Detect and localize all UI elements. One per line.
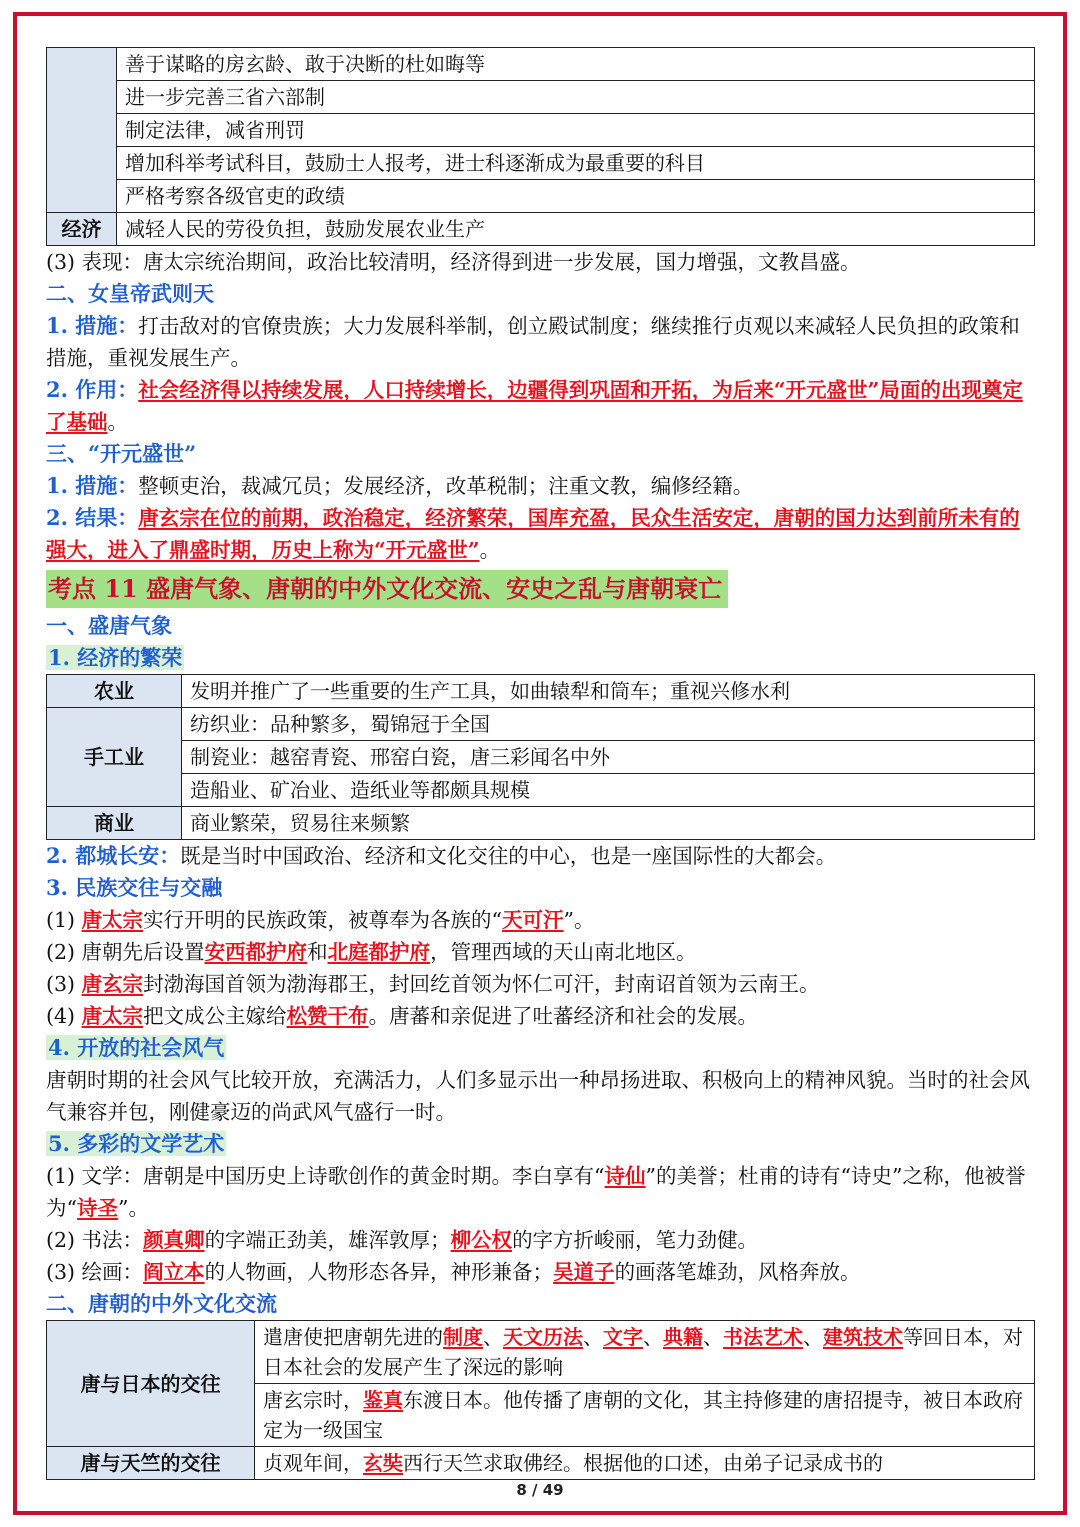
keyword: 唐太宗	[81, 908, 144, 932]
japan-label: 唐与日本的交往	[47, 1321, 255, 1447]
kaiyuan-measures	[46, 470, 1034, 502]
politics-cell	[47, 48, 117, 213]
kaiyuan-result-label: 2. 结果：	[46, 505, 139, 530]
wu-effect	[46, 374, 1034, 438]
keyword: 松赞干布	[286, 1004, 369, 1028]
ethnic-item-3	[46, 968, 1034, 1000]
text: 的人物画，人物形态各异，神形兼备；	[204, 1260, 554, 1284]
separator: 、	[483, 1325, 503, 1349]
text: 把文成公主嫁给	[143, 1004, 287, 1028]
arts-item-2	[46, 1224, 1034, 1256]
text: 遣唐使把唐朝先进的	[263, 1325, 443, 1349]
kaiyuan-measures-text: 整顿吏治，裁减冗员；发展经济，改革税制；注重文教，编修经籍。	[138, 474, 754, 498]
keyword: 北庭都护府	[327, 940, 431, 964]
ethnic-heading: 3. 民族交往与交融	[46, 875, 223, 900]
text: (3)	[46, 972, 82, 996]
keyword: 唐玄宗	[81, 972, 144, 996]
keyword: 建筑技术	[823, 1325, 903, 1349]
commerce-label: 商业	[47, 807, 182, 840]
text: (1)	[46, 908, 82, 932]
text: (1) 文学：唐朝是中国历史上诗歌创作的黄金时期。李白享有“	[46, 1164, 605, 1188]
social-text: 唐朝时期的社会风气比较开放，充满活力，人们多显示出一种昂扬进取、积极向上的精神风貌。当时的社会风气兼容并包，刚健豪迈的尚武风气盛行一时。	[46, 1068, 1030, 1124]
zhenguan-table	[46, 47, 1035, 246]
keyword: 鉴真	[363, 1388, 403, 1412]
text: (2) 唐朝先后设置	[46, 940, 205, 964]
separator: 、	[803, 1325, 823, 1349]
section-exchange-heading: 二、唐朝的中外文化交流	[46, 1291, 277, 1316]
kaiyuan-measures-label: 1. 措施：	[46, 473, 139, 498]
keyword: 书法艺术	[723, 1325, 803, 1349]
changan-label: 2. 都城长安：	[46, 843, 181, 868]
text: ”。	[117, 1196, 149, 1220]
kaiyuan-result-tail: 。	[479, 538, 501, 562]
table-row: 进一步完善三省六部制	[117, 81, 1035, 114]
keyword: 诗仙	[604, 1164, 646, 1188]
text: 贞观年间，	[263, 1451, 363, 1475]
japan-row-1	[255, 1321, 1035, 1384]
text: ”的美誉；杜甫的诗有“诗史”之称，他被誉为“	[46, 1164, 1026, 1220]
text: 的字方折峻丽，笔力劲健。	[512, 1228, 759, 1252]
table-row: 制定法律，减省刑罚	[117, 114, 1035, 147]
keyword: 吴道子	[553, 1260, 615, 1284]
text: (3) 绘画：	[46, 1260, 144, 1284]
social-heading: 4. 开放的社会风气	[48, 1035, 225, 1060]
keyword: 玄奘	[363, 1451, 403, 1475]
keyword: 典籍	[663, 1325, 703, 1349]
section-kaiyuan-heading: 三、“开元盛世”	[46, 441, 197, 466]
agriculture-label: 农业	[47, 675, 182, 708]
changan-paragraph	[46, 840, 1034, 872]
kaiyuan-result-text: 唐玄宗在位的前期，政治稳定，经济繁荣，国库充盈，民众生活安定，唐朝的国力达到前所未有的强大，进入了鼎盛时期，历史上称为“开元盛世”	[46, 506, 1020, 562]
india-row	[255, 1447, 1035, 1480]
keyword: 安西都护府	[204, 940, 308, 964]
wu-effect-text: 社会经济得以持续发展，人口持续增长，边疆得到巩固和开拓，为后来“开元盛世”局面的出现奠定了基础	[46, 378, 1023, 434]
wu-measures	[46, 310, 1034, 374]
text: ，管理西域的天山南北地区。	[430, 940, 697, 964]
text: 和	[307, 940, 328, 964]
text: 唐玄宗时，	[263, 1388, 363, 1412]
ethnic-item-1	[46, 904, 1034, 936]
page-number: 8 / 49	[516, 1481, 564, 1499]
economy-label: 经济	[47, 213, 117, 246]
table-row: 纺织业：品种繁多，蜀锦冠于全国	[182, 708, 1035, 741]
keyword: 文字	[603, 1325, 643, 1349]
table-row: 制瓷业：越窑青瓷、邢窑白瓷，唐三彩闻名中外	[182, 741, 1035, 774]
wu-measures-text: 打击敌对的官僚贵族；大力发展科举制，创立殿试制度；继续推行贞观以来减轻人民负担的政策和措施，重视发展生产。	[46, 314, 1020, 370]
wu-effect-tail: 。	[107, 410, 128, 434]
exchange-table	[46, 1320, 1035, 1480]
text: 的画落笔雄劲，风格奔放。	[614, 1260, 861, 1284]
keyword: 天可汗	[502, 908, 564, 932]
changan-text: 既是当时中国政治、经济和文化交往的中心，也是一座国际性的大都会。	[180, 844, 837, 868]
keyword: 制度	[443, 1325, 483, 1349]
arts-item-3	[46, 1256, 1034, 1288]
keyword: 天文历法	[503, 1325, 583, 1349]
keyword: 阎立本	[143, 1260, 205, 1284]
section-shengtang-heading: 一、盛唐气象	[46, 613, 172, 638]
wu-measures-label: 1. 措施：	[46, 313, 139, 338]
table-row: 减轻人民的劳役负担，鼓励发展农业生产	[117, 213, 1035, 246]
india-label: 唐与天竺的交往	[47, 1447, 255, 1480]
biaoxian-text: (3) 表现：唐太宗统治期间，政治比较清明，经济得到进一步发展，国力增强，文教昌盛。	[46, 250, 861, 274]
text: (4)	[46, 1004, 82, 1028]
table-row: 商业繁荣，贸易往来频繁	[182, 807, 1035, 840]
kaiyuan-result	[46, 502, 1034, 566]
economy-prosperity-heading: 1. 经济的繁荣	[48, 645, 183, 670]
economy-table	[46, 674, 1035, 840]
arts-heading: 5. 多彩的文学艺术	[48, 1131, 225, 1156]
table-row: 严格考察各级官吏的政绩	[117, 180, 1035, 213]
text: 西行天竺求取佛经。根据他的口述，由弟子记录成书的	[403, 1451, 883, 1475]
separator: 、	[703, 1325, 723, 1349]
page-content	[46, 47, 1034, 1480]
table-row: 善于谋略的房玄龄、敢于决断的杜如晦等	[117, 48, 1035, 81]
separator: 、	[643, 1325, 663, 1349]
keyword: 颜真卿	[143, 1228, 205, 1252]
ethnic-item-2	[46, 936, 1034, 968]
section-wuzetian-heading: 二、女皇帝武则天	[46, 281, 214, 306]
text: ”。	[563, 908, 595, 932]
keyword: 柳公权	[450, 1228, 513, 1252]
text: (2) 书法：	[46, 1228, 144, 1252]
japan-row-2	[255, 1384, 1035, 1447]
kaodian-title: 考点 11 盛唐气象、唐朝的中外文化交流、安史之乱与唐朝衰亡	[46, 570, 728, 608]
keyword: 诗圣	[76, 1196, 118, 1220]
ethnic-item-4	[46, 1000, 1034, 1032]
keyword: 唐太宗	[81, 1004, 144, 1028]
text: 的字端正劲美，雄浑敦厚；	[204, 1228, 451, 1252]
text: 等回日本，对日本社会的发展产生了深远的影响	[263, 1325, 1023, 1379]
handicraft-label: 手工业	[47, 708, 182, 807]
text: 封渤海国首领为渤海郡王，封回纥首领为怀仁可汗，封南诏首领为云南王。	[143, 972, 820, 996]
table-row: 增加科举考试科目，鼓励士人报考，进士科逐渐成为最重要的科目	[117, 147, 1035, 180]
wu-effect-label: 2. 作用：	[46, 377, 139, 402]
table-row: 造船业、矿冶业、造纸业等都颇具规模	[182, 774, 1035, 807]
separator: 、	[583, 1325, 603, 1349]
text: 东渡日本。他传播了唐朝的文化，其主持修建的唐招提寺，被日本政府定为一级国宝	[263, 1388, 1023, 1442]
text: 实行开明的民族政策，被尊奉为各族的“	[143, 908, 503, 932]
text: 。唐蕃和亲促进了吐蕃经济和社会的发展。	[368, 1004, 759, 1028]
arts-item-1	[46, 1160, 1034, 1224]
table-row: 发明并推广了一些重要的生产工具，如曲辕犁和筒车；重视兴修水利	[182, 675, 1035, 708]
